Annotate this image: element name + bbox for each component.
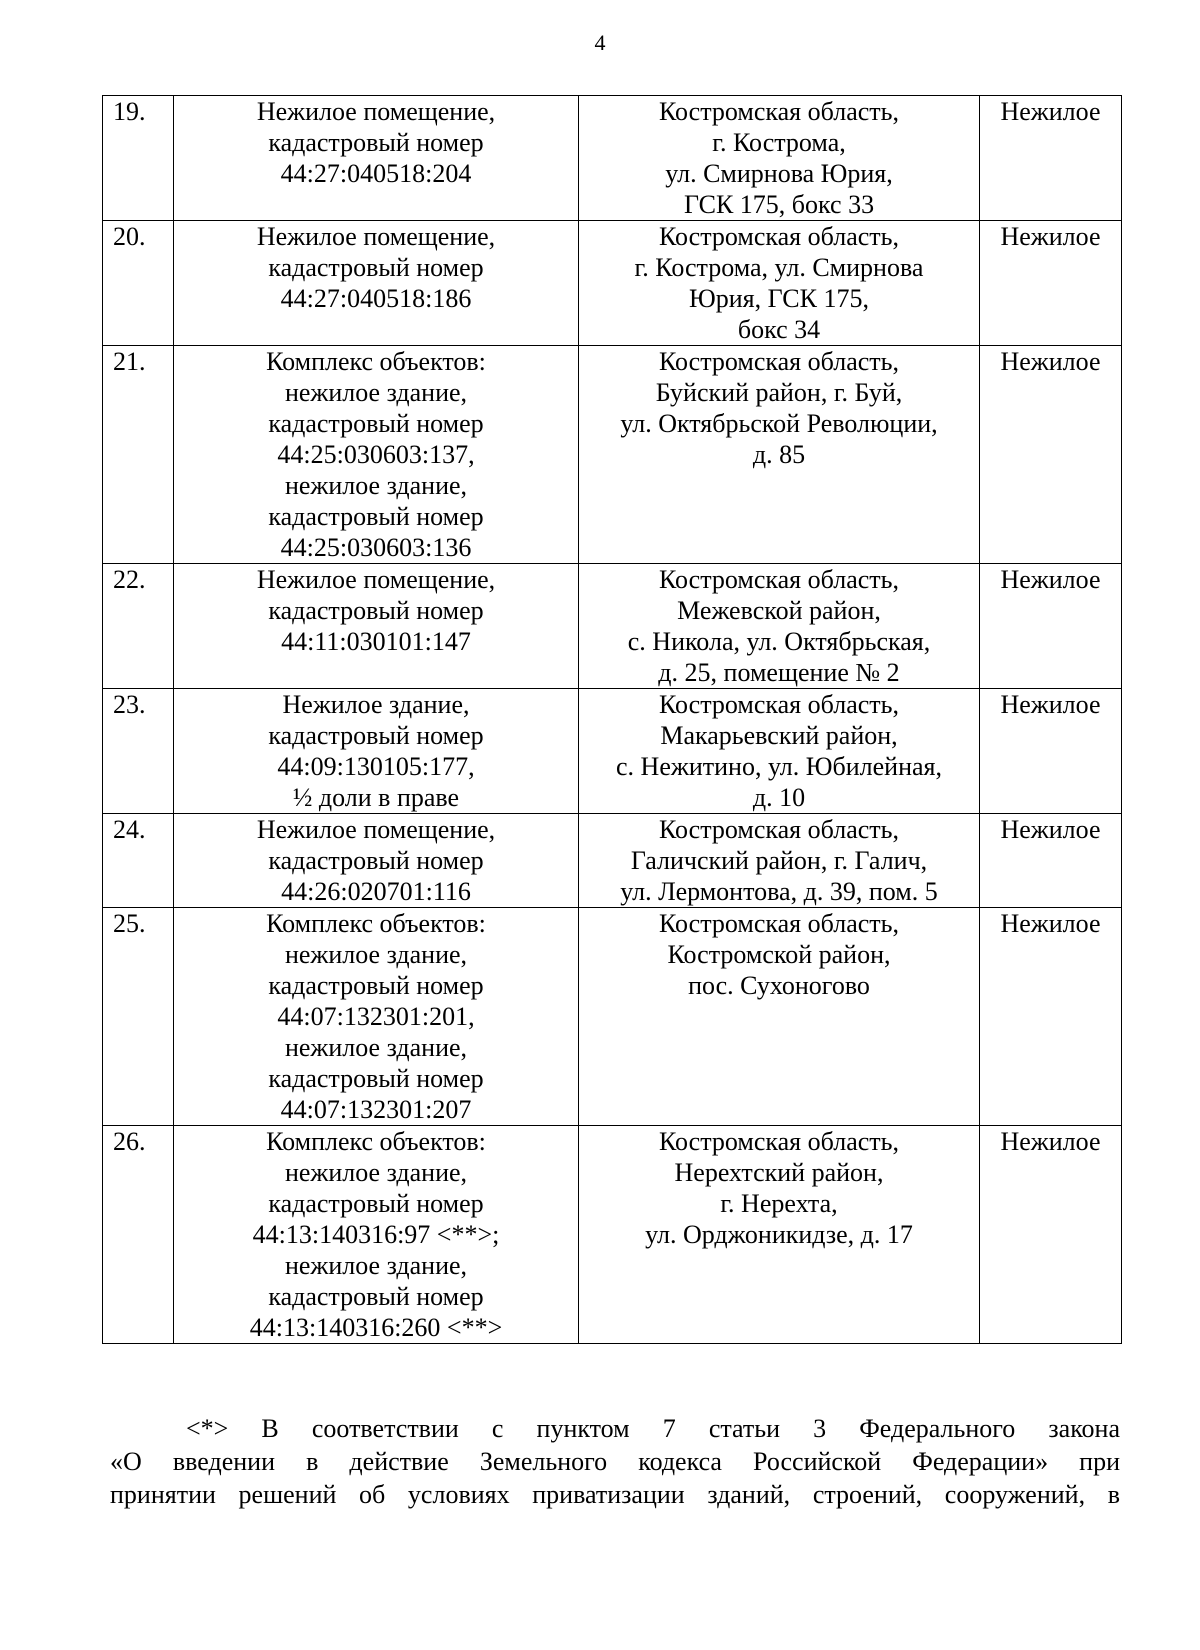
row-number: 26.: [103, 1126, 174, 1344]
object-name-cell: [174, 1126, 579, 1344]
address-line: д. 85: [752, 440, 806, 469]
address-line: Костромская область,: [658, 565, 899, 594]
address-line: Нерехтский район,: [674, 1158, 884, 1187]
object-name-line: кадастровый номер: [268, 596, 484, 625]
object-name-line: нежилое здание,: [284, 1033, 468, 1062]
table-row: [103, 1126, 1122, 1344]
object-type-cell: Нежилое: [980, 564, 1122, 689]
object-name-line: кадастровый номер: [268, 1189, 484, 1218]
address-line: ул. Смирнова Юрия,: [665, 159, 893, 188]
address-cell: [579, 96, 980, 221]
object-name-line: кадастровый номер: [268, 971, 484, 1000]
object-name-line: кадастровый номер: [268, 253, 484, 282]
address-cell: [579, 814, 980, 908]
object-name-line: ½ доли в праве: [292, 783, 460, 812]
address-cell: [579, 1126, 980, 1344]
address-line: Юрия, ГСК 175,: [689, 284, 869, 313]
table-row: [103, 346, 1122, 564]
object-name-line: Нежилое помещение,: [256, 97, 496, 126]
object-name-line: кадастровый номер: [268, 1282, 484, 1311]
object-name-line: нежилое здание,: [284, 378, 468, 407]
object-name-line: Нежилое помещение,: [256, 222, 496, 251]
address-cell: [579, 689, 980, 814]
object-name-line: 44:25:030603:136: [280, 533, 472, 562]
address-line: Костромская область,: [658, 909, 899, 938]
address-line: Костромская область,: [658, 815, 899, 844]
table-row: [103, 814, 1122, 908]
address-line: ул. Октябрьской Революции,: [620, 409, 938, 438]
address-line: бокс 34: [737, 315, 821, 344]
address-line: Костромская область,: [658, 1127, 899, 1156]
table-body: [103, 96, 1122, 1344]
address-cell: [579, 221, 980, 346]
object-name-line: 44:25:030603:137,: [277, 440, 475, 469]
table-row: [103, 564, 1122, 689]
object-name-line: нежилое здание,: [284, 1251, 468, 1280]
address-line: Макарьевский район,: [660, 721, 898, 750]
address-line: Межевской район,: [677, 596, 881, 625]
table-row: [103, 689, 1122, 814]
object-name-line: 44:13:140316:260 <**>: [249, 1313, 503, 1342]
object-name-cell: [174, 564, 579, 689]
object-name-line: кадастровый номер: [268, 721, 484, 750]
row-number: 23.: [103, 689, 174, 814]
footnote: [110, 1412, 1120, 1511]
object-name-cell: [174, 814, 579, 908]
object-name-cell: [174, 908, 579, 1126]
row-number: 21.: [103, 346, 174, 564]
row-number: 25.: [103, 908, 174, 1126]
object-name-line: Комплекс объектов:: [266, 1127, 486, 1156]
address-line: ул. Лермонтова, д. 39, пом. 5: [620, 877, 938, 906]
object-name-cell: [174, 96, 579, 221]
object-name-line: нежилое здание,: [284, 1158, 468, 1187]
object-name-line: 44:09:130105:177,: [277, 752, 475, 781]
object-type-cell: Нежилое: [980, 814, 1122, 908]
address-line: ул. Орджоникидзе, д. 17: [645, 1220, 913, 1249]
address-line: с. Никола, ул. Октябрьская,: [627, 627, 931, 656]
row-number: 22.: [103, 564, 174, 689]
object-name-line: 44:07:132301:207: [280, 1095, 472, 1124]
object-name-line: нежилое здание,: [284, 471, 468, 500]
address-cell: [579, 346, 980, 564]
object-name-line: 44:27:040518:186: [280, 284, 472, 313]
page-number: 4: [594, 30, 606, 55]
footnote-line: принятии решений об условиях приватизации зданий, строений, сооружений, в: [110, 1480, 1120, 1509]
address-line: ГСК 175, бокс 33: [683, 190, 875, 219]
object-name-line: кадастровый номер: [268, 1064, 484, 1093]
footnote-line: «О введении в действие Земельного кодекса Российской Федерации» при: [110, 1447, 1120, 1476]
object-type-cell: Нежилое: [980, 221, 1122, 346]
address-line: с. Нежитино, ул. Юбилейная,: [616, 752, 942, 781]
object-name-line: кадастровый номер: [268, 846, 484, 875]
object-type-cell: Нежилое: [980, 908, 1122, 1126]
object-type-cell: Нежилое: [980, 96, 1122, 221]
address-line: Костромская область,: [658, 222, 899, 251]
object-name-line: кадастровый номер: [268, 409, 484, 438]
address-line: пос. Сухоногово: [688, 971, 870, 1000]
object-name-line: Нежилое помещение,: [256, 565, 496, 594]
object-name-cell: [174, 689, 579, 814]
row-number: 24.: [103, 814, 174, 908]
address-line: г. Кострома,: [712, 128, 846, 157]
row-number: 19.: [103, 96, 174, 221]
row-number: 20.: [103, 221, 174, 346]
object-type-cell: Нежилое: [980, 1126, 1122, 1344]
address-line: Буйский район, г. Буй,: [655, 378, 903, 407]
address-line: Костромская область,: [658, 97, 899, 126]
object-name-line: Нежилое здание,: [282, 690, 470, 719]
address-line: Костромской район,: [667, 940, 891, 969]
object-type-cell: Нежилое: [980, 689, 1122, 814]
object-name-line: 44:26:020701:116: [281, 877, 471, 906]
address-line: г. Кострома, ул. Смирнова: [634, 253, 924, 282]
address-line: Костромская область,: [658, 347, 899, 376]
object-name-line: Комплекс объектов:: [266, 347, 486, 376]
property-table: [102, 95, 1122, 1344]
object-name-line: Комплекс объектов:: [266, 909, 486, 938]
address-line: д. 10: [752, 783, 806, 812]
address-line: г. Нерехта,: [720, 1189, 838, 1218]
table-row: [103, 908, 1122, 1126]
object-name-line: кадастровый номер: [268, 128, 484, 157]
object-type-cell: Нежилое: [980, 346, 1122, 564]
object-name-line: нежилое здание,: [284, 940, 468, 969]
object-name-line: 44:13:140316:97 <**>;: [252, 1220, 500, 1249]
object-name-line: 44:07:132301:201,: [277, 1002, 475, 1031]
address-line: Галичский район, г. Галич,: [630, 846, 928, 875]
address-line: д. 25, помещение № 2: [658, 658, 900, 687]
object-name-cell: [174, 221, 579, 346]
footnote-line: <*> В соответствии с пунктом 7 статьи 3 Федерального закона: [186, 1414, 1120, 1443]
table-row: [103, 221, 1122, 346]
object-name-cell: [174, 346, 579, 564]
address-cell: [579, 564, 980, 689]
object-name-line: Нежилое помещение,: [256, 815, 496, 844]
object-name-line: кадастровый номер: [268, 502, 484, 531]
object-name-line: 44:27:040518:204: [280, 159, 472, 188]
address-line: Костромская область,: [658, 690, 899, 719]
table-row: [103, 96, 1122, 221]
address-cell: [579, 908, 980, 1126]
object-name-line: 44:11:030101:147: [281, 627, 471, 656]
